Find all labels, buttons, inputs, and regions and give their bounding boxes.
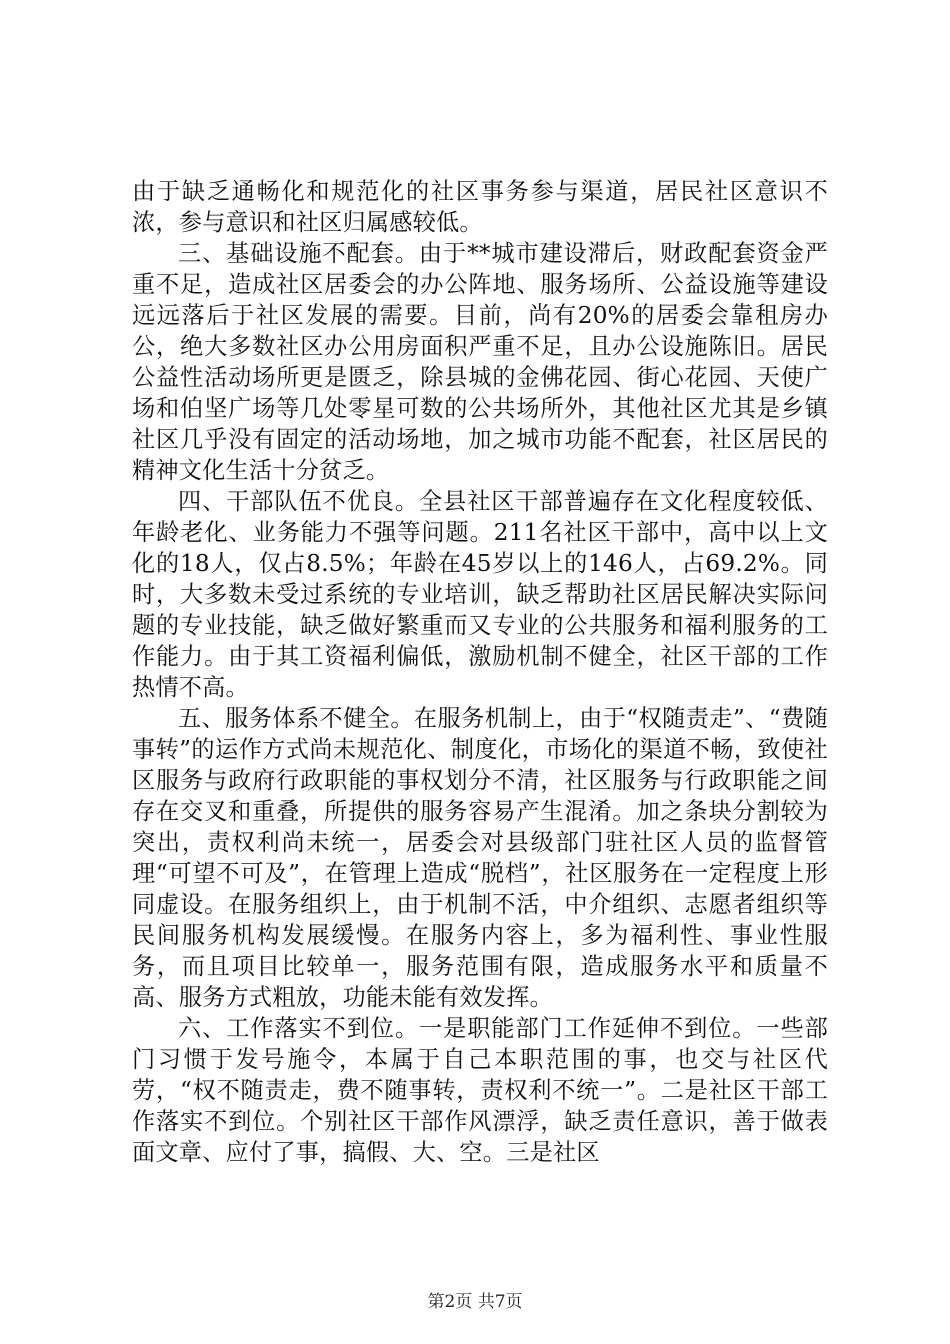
body-text xyxy=(132,176,828,1168)
paragraph-continuation: 由于缺乏通畅化和规范化的社区事务参与渠道，居民社区意识不浓，参与意识和社区归属感较低。 xyxy=(132,178,828,236)
page-number-footer: 第2页 共7页 xyxy=(427,1292,523,1312)
paragraph-cadre-team: 四、干部队伍不优良。全县社区干部普遍存在文化程度较低、年龄老化、业务能力不强等问题。211名社区干部中，高中以上文化的18人，仅占8.5%；年龄在45岁以上的146人，占69.2%。同时，大多数未受过系统的专业培训，缺乏帮助社区居民解决实际问题的专业技能，缺乏做好繁重而又专业的公共服务和福利服务的工作能力。由于其工资福利偏低，激励机制不健全，社区干部的工作热情不高。 xyxy=(132,488,828,701)
paragraph-service-system: 五、服务体系不健全。在服务机制上，由于“权随责走”、“费随事转”的运作方式尚未规范化、制度化，市场化的渠道不畅，致使社区服务与政府行政职能的事权划分不清，社区服务与行政职能之间存在交叉和重叠，所提供的服务容易产生混淆。加之条块分割较为突出，责权利尚未统一，居委会对县级部门驻社区人员的监督管理“可望不可及”，在管理上造成“脱档”，社区服务在一定程度上形同虚设。在服务组织上，由于机制不活，中介组织、志愿者组织等民间服务机构发展缓慢。在服务内容上，多为福利性、事业性服务，而且项目比较单一，服务范围有限，造成服务水平和质量不高、服务方式粗放，功能未能有效发挥。 xyxy=(132,705,828,1011)
paragraph-work-implementation: 六、工作落实不到位。一是职能部门工作延伸不到位。一些部门习惯于发号施令，本属于自己本职范围的事，也交与社区代劳，“权不随责走，费不随事转，责权利不统一”。二是社区干部工作落实不到位。个别社区干部作风漂浮，缺乏责任意识，善于做表面文章、应付了事，搞假、大、空。三是社区 xyxy=(132,1015,828,1166)
paragraph-infrastructure: 三、基础设施不配套。由于**城市建设滞后，财政配套资金严重不足，造成社区居委会的办公阵地、服务场所、公益设施等建设远远落后于社区发展的需要。目前，尚有20%的居委会靠租房办公，绝大多数社区办公用房面积严重不足，且办公设施陈旧。居民公益性活动场所更是匮乏，除县城的金佛花园、街心花园、天使广场和伯坚广场等几处零星可数的公共场所外，其他社区尤其是乡镇社区几乎没有固定的活动场地，加之城市功能不配套，社区居民的精神文化生活十分贫乏。 xyxy=(132,240,828,484)
